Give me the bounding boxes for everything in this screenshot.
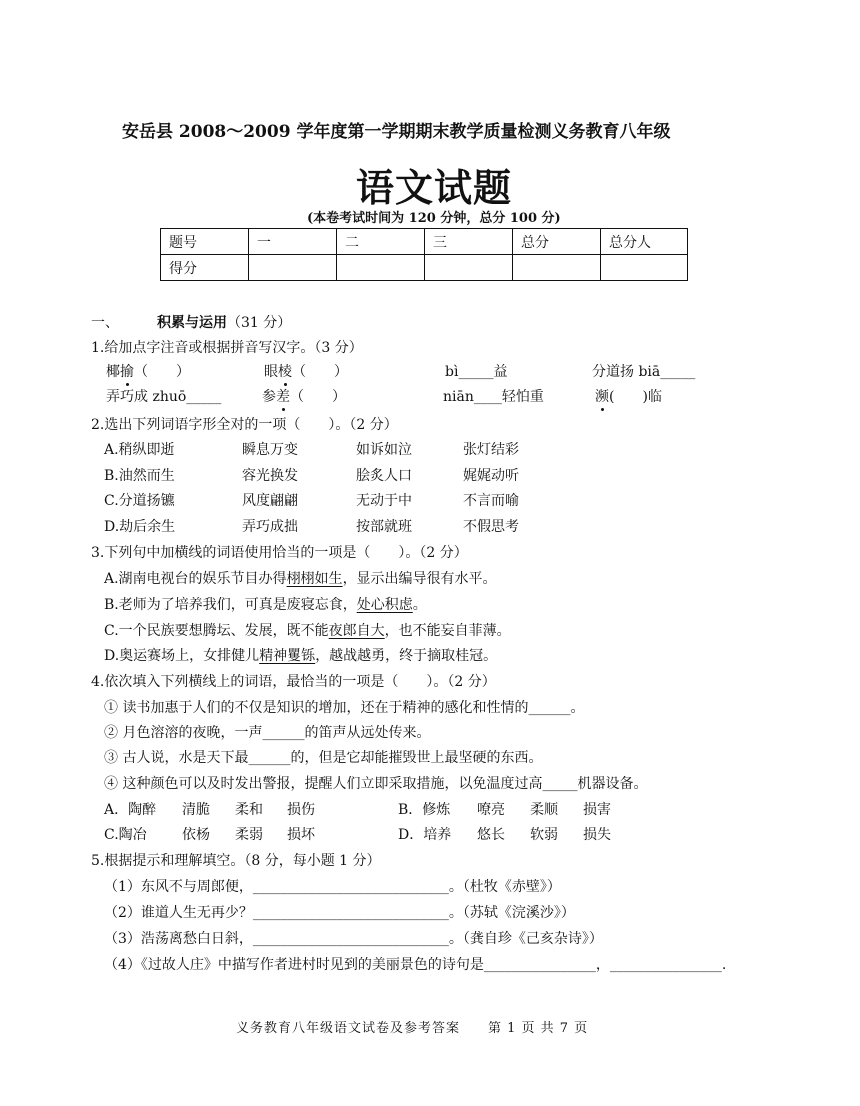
q4-option: 损坏 <box>287 827 315 843</box>
score-table <box>160 228 688 281</box>
q1-item-g: niān____轻怕重 <box>443 389 544 405</box>
score-table-header-cell: 题号 <box>161 229 249 255</box>
q4-option: 悠长 <box>477 827 505 843</box>
question-1-stem: 1.给加点字注音或根据拼音写汉字。（3 分） <box>91 340 363 356</box>
exam-note: (本卷考试时间为 120 分钟，总分 100 分) <box>307 211 561 226</box>
q5-item: （2）谁道人生无再少？____________________________。（苏轼《浣溪沙》） <box>104 905 575 921</box>
q1-item-d: 分道扬 biā_____ <box>592 364 696 380</box>
score-table-header-cell: 总分 <box>513 229 601 255</box>
exam-header-title: 安岳县 2008～2009 学年度第一学期期末教学质量检测义务教育八年级 <box>122 122 671 142</box>
q4-item: ③ 古人说，水是天下最______的，但是它却能摧毁世上最坚硬的东西。 <box>104 750 543 766</box>
q1-item-f: 参差（ ） <box>262 386 346 406</box>
q4-option: 嘹亮 <box>477 802 505 818</box>
q2-option: D.劫后余生 <box>104 519 176 535</box>
q2-option: 无动于中 <box>356 493 412 509</box>
question-4-stem: 4.依次填入下列横线上的词语，最恰当的一项是（ ）。（2 分） <box>91 674 496 690</box>
score-cell[interactable] <box>337 255 425 281</box>
q4-option: 清脆 <box>182 802 210 818</box>
q5-item: （3）浩荡离愁白日斜，____________________________。（龚自珍《己亥杂诗》） <box>104 931 603 947</box>
q1-item-e: 弄巧成 zhuō_____ <box>106 389 222 405</box>
score-table-header-cell: 总分人 <box>601 229 688 255</box>
page-footer: 义务教育八年级语文试卷及参考答案 第 1 页 共 7 页 <box>236 1021 589 1036</box>
q2-option: A.稍纵即逝 <box>104 442 175 458</box>
section-points: （31 分） <box>227 315 292 331</box>
score-cell[interactable] <box>601 255 688 281</box>
q2-option: 瞬息万变 <box>242 442 298 458</box>
q3-option-d: D.奥运赛场上，女排健儿精神矍铄，越战越勇，终于摘取桂冠。 <box>104 648 498 664</box>
q4-option: 柔弱 <box>235 827 263 843</box>
q4-option: D．培养 <box>398 827 452 843</box>
q2-option: 弄巧成拙 <box>242 519 298 535</box>
q4-option: 柔顺 <box>530 802 558 818</box>
subject-title: 语文试题 <box>356 165 513 210</box>
q4-option: 损伤 <box>287 802 315 818</box>
score-table-score-row <box>161 255 688 281</box>
question-3-stem: 3.下列句中加横线的词语使用恰当的一项是（ ）。（2 分） <box>91 545 468 561</box>
q2-option: B.油然而生 <box>104 468 175 484</box>
section-title: 积累与运用 <box>157 315 227 331</box>
q4-option: 损害 <box>583 802 611 818</box>
q2-option: 脍炙人口 <box>356 468 412 484</box>
q4-option: A．陶醉 <box>104 802 157 818</box>
q2-option: 娓娓动听 <box>463 468 519 484</box>
q1-item-b: 眼棱（ ） <box>264 361 348 381</box>
q4-option: C.陶冶 <box>104 827 147 843</box>
q4-option: 损失 <box>583 827 611 843</box>
q5-item: （1）东风不与周郎便，____________________________。（杜牧《赤壁》） <box>104 879 561 895</box>
score-cell[interactable] <box>513 255 601 281</box>
q2-option: 按部就班 <box>356 519 412 535</box>
q1-item-c: bì_____益 <box>445 364 508 380</box>
q2-option: 张灯结彩 <box>463 442 519 458</box>
q3-option-b: B.老师为了培养我们，可真是废寝忘食，处心积虑。 <box>104 597 427 613</box>
q3-option-c: C.一个民族要想腾坛、发展，既不能夜郎自大，也不能妄自菲薄。 <box>104 623 511 639</box>
q4-item: ④ 这种颜色可以及时发出警报，提醒人们立即采取措施，以免温度过高_____机器设备。 <box>104 776 648 792</box>
q3-option-a: A.湖南电视台的娱乐节目办得栩栩如生，显示出编导很有水平。 <box>104 571 497 587</box>
q4-option: 柔和 <box>235 802 263 818</box>
score-row-label: 得分 <box>161 255 249 281</box>
score-table-header-cell: 一 <box>249 229 337 255</box>
score-table-header-cell: 三 <box>425 229 513 255</box>
score-cell[interactable] <box>425 255 513 281</box>
score-table-header-row <box>161 229 688 255</box>
section-heading <box>91 312 291 332</box>
q1-item-a: 椰揄（ ） <box>106 361 190 381</box>
score-cell[interactable] <box>249 255 337 281</box>
q2-option: 如诉如泣 <box>356 442 412 458</box>
q4-option: 软弱 <box>530 827 558 843</box>
q2-option: 不假思考 <box>463 519 519 535</box>
q5-item: （4）《过故人庄》中描写作者进村时见到的美丽景色的诗句是________________，________________. <box>104 957 727 973</box>
q4-item: ② 月色溶溶的夜晚，一声______的笛声从远处传来。 <box>104 725 431 741</box>
question-5-stem: 5.根据提示和理解填空。（8 分，每小题 1 分） <box>91 853 381 869</box>
question-2-stem: 2.选出下列词语字形全对的一项（ ）。（2 分） <box>91 417 398 433</box>
q4-option: B．修炼 <box>398 802 451 818</box>
q2-option: C.分道扬镳 <box>104 493 175 509</box>
q1-item-h: 濒( )临 <box>595 386 662 406</box>
score-table-header-cell: 二 <box>337 229 425 255</box>
q2-option: 容光换发 <box>242 468 298 484</box>
q2-option: 风度翩翩 <box>242 493 298 509</box>
q4-option: 依杨 <box>182 827 210 843</box>
q4-item: ① 读书加惠于人们的不仅是知识的增加，还在于精神的感化和性情的______。 <box>104 700 585 716</box>
section-number: 一、 <box>91 315 119 331</box>
q2-option: 不言而喻 <box>463 493 519 509</box>
